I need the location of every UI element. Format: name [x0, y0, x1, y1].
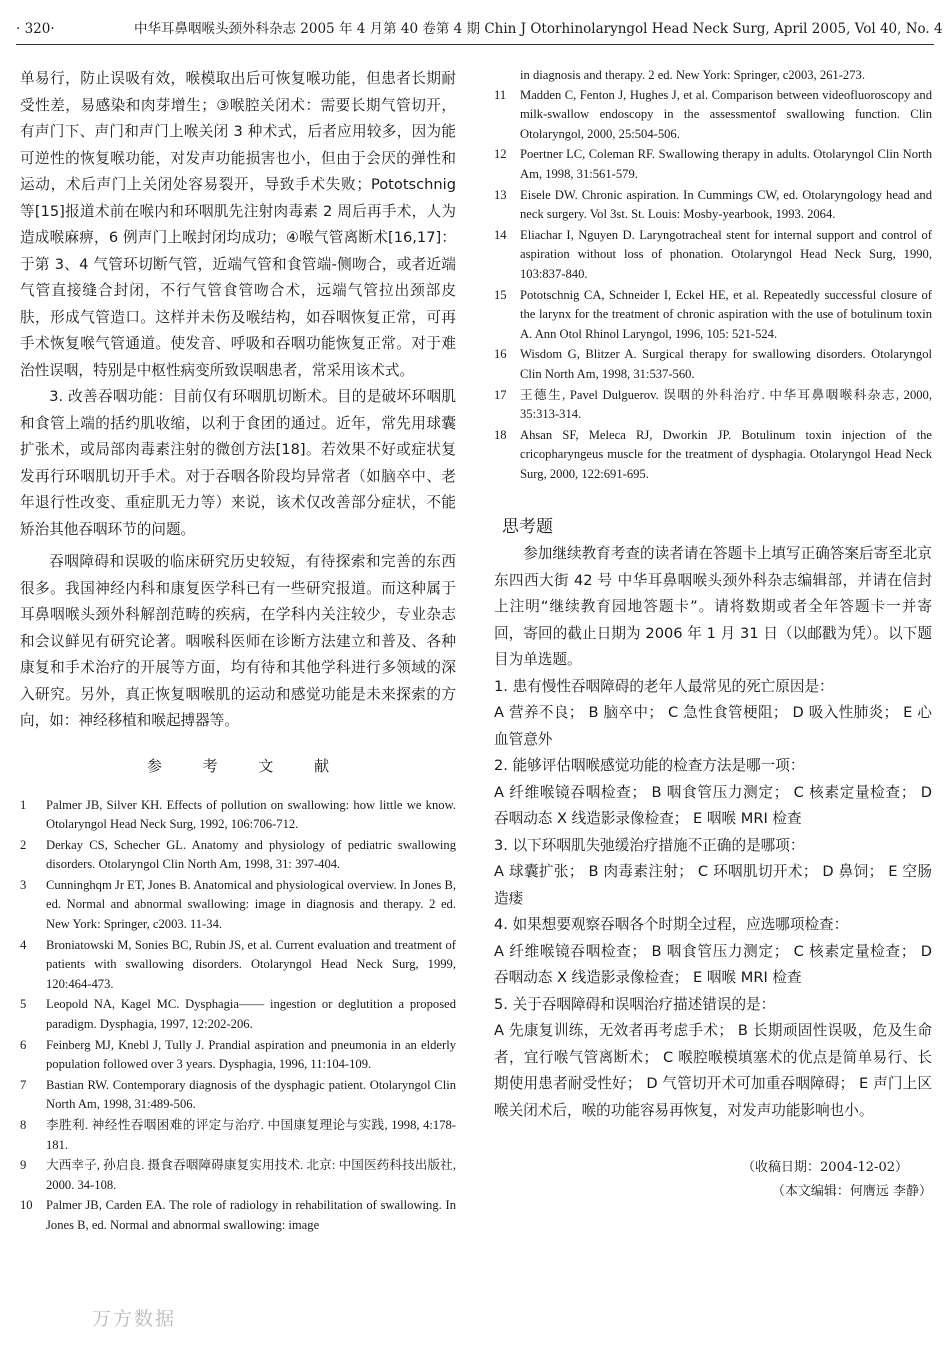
references-heading: 参 考 文 献 [146, 756, 348, 775]
reference-item: 18 Ahsan SF, Meleca RJ, Dworkin JP. Botulinum toxin injection of the cricopharyngeus muscle for the treatment of dysphagia. Otolaryngol Head Neck Surg, 2000, 122:691-695. [494, 427, 932, 481]
paragraph-laryngeal-closure: 单易行，防止误吸有效，喉模取出后可恢复喉功能，但患者长期耐受性差，易感染和肉芽增生；③喉腔关闭术：需要长期气管切开，有声门下、声门和声门上喉关闭 3 种术式，后者应用较多，因为能可逆性的恢复喉功能，对发声功能损害也小，但由于会厌的弹性和运动，术后声门上关闭处容易裂开，导致手术失败；Pototschnig 等[15]报道术前在喉内和环咽肌先注射肉毒素 2 周后再手术，人为造成喉麻痹，6 例声门上喉封闭均成功；④喉气管离断术[16,17]：于第 3、4 气管环切断气管，近端气管和食管端-侧吻合，或者近端气管直接缝合封闭，不行气管食管吻合术，远端气管拉出颈部皮肤，形成气管造口。这样并未伤及喉结构，如吞咽恢复正常，可再手术恢复喉气管通道。使发音、呼吸和吞咽功能恢复正常。对于难治性误咽，特别是中枢性病变所致误咽患者，常采用该术式。 [20, 70, 456, 379]
quiz-options: A 先康复训练，无效者再考虑手术； B 长期顽固性误吸，危及生命者，宜行喉气管离断术； C 喉腔喉模填塞术的优点是简单易行、长期使用患者耐受性好； D 气管切开术可加重吞咽障碍； E 声门上区喉关闭术后，喉的功能容易再恢复，对发声功能影响也小。 [494, 1022, 932, 1119]
reference-item: 1 Palmer JB, Silver KH. Effects of pollution on swallowing: how little we know. Otolaryngol Head Neck Surg, 1992, 106:706-712. [20, 797, 456, 832]
quiz-question: 5. 关于吞咽障碍和误咽治疗描述错误的是： [494, 995, 776, 1013]
reference-list-left [20, 796, 456, 1236]
quiz-options: A 纤维喉镜吞咽检查； B 咽食管压力测定； C 核素定量检查； D 吞咽动态 X 线造影录像检查； E 咽喉 MRI 检查 [494, 942, 932, 987]
reference-item: 7 Bastian RW. Contemporary diagnosis of the dysphagic patient. Otolaryngol Clin North Am, 1998, 31:489-506. [20, 1077, 456, 1112]
quiz-question: 4. 如果想要观察吞咽各个时期全过程，应选哪项检查： [494, 916, 849, 934]
watermark: 万方数据 [92, 1308, 177, 1330]
paragraph-conclusion: 吞咽障碍和误吸的临床研究历史较短，有待探索和完善的东西很多。我国神经内科和康复医学科已有一些研究报道。而这种属于耳鼻咽喉头颈外科解剖范畴的疾病，在学科内关注较少，专业杂志和会议鲜见有研究论著。咽喉科医师在诊断方法建立和普及、各种康复和手术治疗的开展等方面，均有待和其他学科进行多领域的深入研究。另外，真正恢复咽喉肌的运动和感觉功能是未来探索的方向，如：神经移植和喉起搏器等。 [20, 553, 456, 729]
page-number: · 320· [16, 21, 55, 37]
running-header [16, 16, 943, 50]
reference-item: 14 Eliachar I, Nguyen D. Laryngotracheal stent for internal support and control of aspiration without loss of phonation. Otolaryngol Head Neck Surg, 1990, 103:837-840. [494, 227, 932, 281]
editor-credit: （本文编辑：何膺远 李静） [771, 1184, 932, 1200]
right-column [494, 66, 932, 1204]
reference-item: 6 Feinberg MJ, Knebl J, Tully J. Prandial aspiration and pneumonia in an elderly population followed over 3 years. Dysphagia, 1996, 11:104-109. [20, 1037, 456, 1072]
quiz-question-list [494, 674, 932, 1125]
reference-list-right [494, 66, 932, 484]
reference-item: 11 Madden C, Fenton J, Hughes J, et al. Comparison between videofluoroscopy and milk-swallow endoscopy in the assessmentof swallowing function. Clin Otolaryngol, 2000, 25:504-506. [494, 87, 932, 141]
quiz-question: 2. 能够评估咽喉感觉功能的检查方法是哪一项： [494, 757, 805, 775]
reference-item: 8 李胜利. 神经性吞咽困难的评定与治疗. 中国康复理论与实践, 1998, 4:178-181. [20, 1118, 456, 1152]
reference-item: 5 Leopold NA, Kagel MC. Dysphagia—— ingestion or deglutition a proposed paradigm. Dysphagia, 1997, 12:202-206. [20, 997, 456, 1032]
reference-item: 10 Palmer JB, Carden EA. The role of radiology in rehabilitation of swallowing. In Jones B, ed. Normal and abnormal swallowing: image [20, 1198, 456, 1232]
quiz-options: A 纤维喉镜吞咽检查； B 咽食管压力测定； C 核素定量检查； D 吞咽动态 X 线造影录像检查； E 咽喉 MRI 检查 [494, 783, 932, 828]
reference-item: 17 王德生, Pavel Dulguerov. 误咽的外科治疗. 中华耳鼻咽喉科杂志, 2000, 35:313-314. [494, 387, 932, 422]
header-rule [16, 44, 934, 45]
quiz-question: 1. 患有慢性吞咽障碍的老年人最常见的死亡原因是： [494, 677, 834, 695]
quiz-question: 3. 以下环咽肌失弛缓治疗措施不正确的是哪项： [494, 836, 805, 854]
journal-citation: 中华耳鼻咽喉头颈外科杂志 2005 年 4 月第 40 卷第 4 期 Chin J Otorhinolaryngol Head Neck Surg, April 2005, Vol 40, No. 4 [134, 21, 943, 37]
reference-item: 2 Derkay CS, Schecher GL. Anatomy and physiology of pediatric swallowing disorders. Otolaryngol Clin North Am, 1998, 31: 397-404. [20, 837, 456, 872]
left-column [20, 66, 456, 1237]
paragraph-improve-swallowing: 3. 改善吞咽功能：目前仅有环咽肌切断术。目的是破坏环咽肌和食管上端的括约肌收缩，以利于食团的通过。近年，常先用球囊扩张术，或局部肉毒素注射的微创方法[18]。若效果不好或症状复发再行环咽肌切开手术。对于吞咽各阶段均异常者（如脑卒中、老年退行性改变、重症肌无力等）来说，该术仅改善部分症状，不能矫治其他吞咽环节的问题。 [20, 388, 456, 538]
received-date: （收稿日期：2004-12-02） [742, 1160, 908, 1176]
quiz-heading: 思考题 [502, 517, 553, 538]
reference-item: 3 Cunninghqm Jr ET, Jones B. Anatomical and physiological overview. In Jones B, ed. Normal and abnormal swallowing: image in diagnosis and therapy. 2 ed. New York: Springer, c2003. 11-34. [20, 877, 456, 932]
article-footer [494, 1156, 932, 1204]
reference-item: 16 Wisdom G, Blitzer A. Surgical therapy for swallowing disorders. Otolaryngol Clin North Am, 1998, 31:537-560. [494, 347, 932, 381]
reference-item: 4 Broniatowski M, Sonies BC, Rubin JS, et al. Current evaluation and treatment of patients with swallowing disorders. Otolaryngol Head Neck Surg, 1999, 120:464-473. [20, 937, 456, 991]
quiz-instructions: 参加继续教育考查的读者请在答题卡上填写正确答案后寄至北京东四西大街 42 号 中华耳鼻咽喉头颈外科杂志编辑部，并请在信封上注明“继续教育园地答题卡”。请将数期或者全年答题卡一并寄回，寄回的截止日期为 2006 年 1 月 31 日（以邮戳为凭）。以下题目为单选题。 [494, 545, 932, 669]
reference-item: 12 Poertner LC, Coleman RF. Swallowing therapy in adults. Otolaryngol Clin North Am, 1998, 31:561-579. [494, 147, 932, 181]
quiz-options: A 营养不良； B 脑卒中； C 急性食管梗阻； D 吸入性肺炎； E 心血管意外 [494, 704, 932, 748]
reference-item: 13 Eisele DW. Chronic aspiration. In Cummings CW, ed. Otolaryngology head and neck surgery. Vol 3st. St. Louis: Mosby-yearbook, 1993. 2064. [494, 187, 932, 222]
reference-item: 9 大西幸子, 孙启良. 摄食吞咽障碍康复实用技术. 北京: 中国医药科技出版社, 2000. 34-108. [20, 1158, 456, 1192]
quiz-options: A 球囊扩张； B 肉毒素注射； C 环咽肌切开术； D 鼻饲； E 空肠造瘘 [494, 863, 932, 907]
reference-item-continuation: in diagnosis and therapy. 2 ed. New York: Springer, c2003, 261-273. [520, 68, 865, 82]
reference-item: 15 Pototschnig CA, Schneider I, Eckel HE, et al. Repeatedly successful closure of the larynx for the treatment of chronic aspiration with the use of botulinum toxin A. Ann Otol Rhinol Laryngol, 1996, 105: 521-524. [494, 287, 932, 341]
